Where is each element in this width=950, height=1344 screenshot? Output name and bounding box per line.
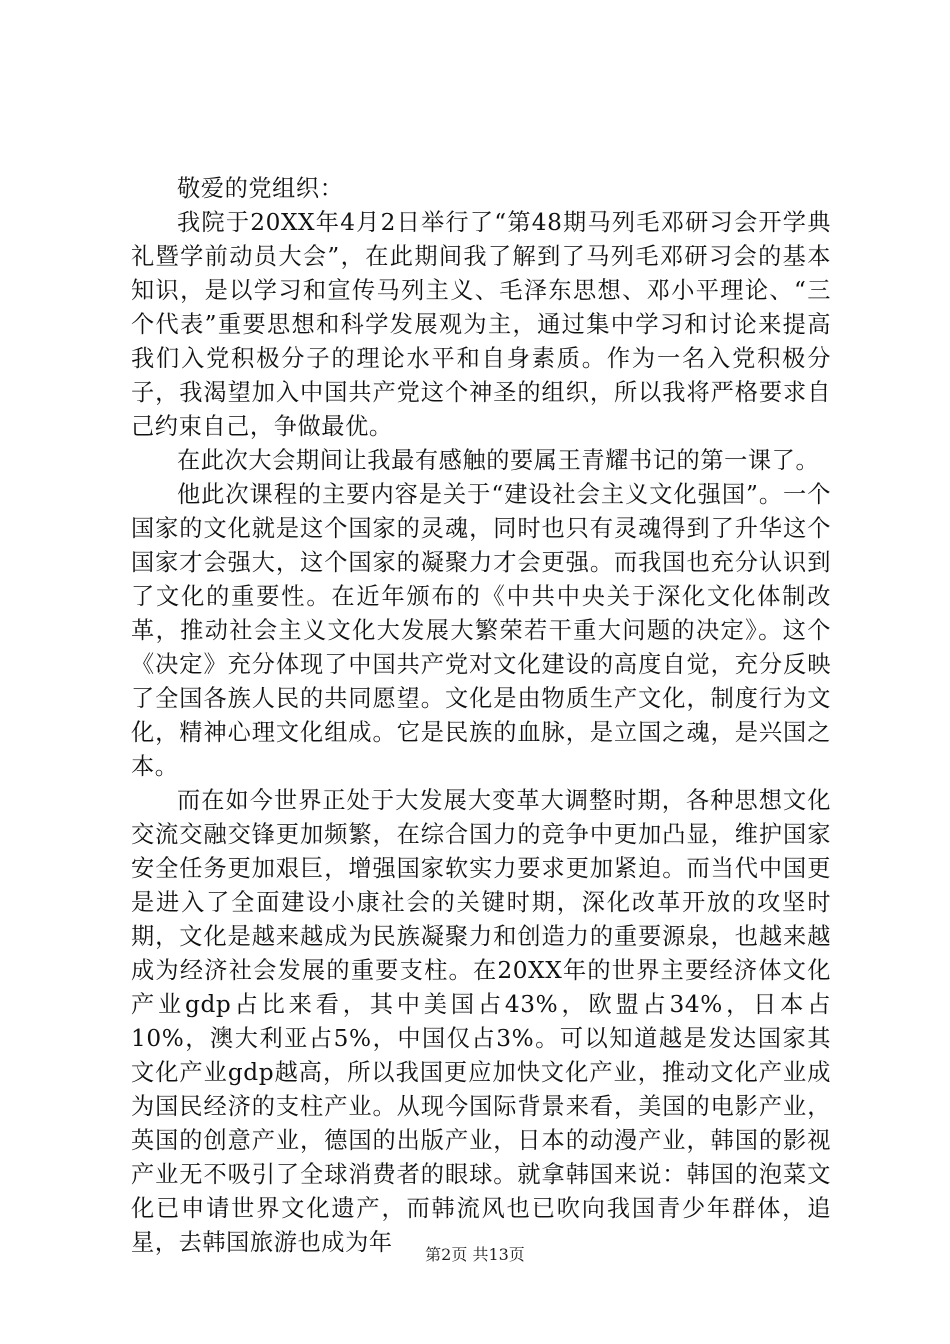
paragraph-2: 在此次大会期间让我最有感触的要属王青耀书记的第一课了。 [177, 447, 820, 474]
paragraph-3: 他此次课程的主要内容是关于“建设社会主义文化强国”。一个国家的文化就是这个国家的灵魂，同时也只有灵魂得到了升华这个国家才会强大，这个国家的凝聚力才会更强。而我国也充分认识到了文化的重要性。在近年颁布的《中共中央关于深化文化体制改革，推动社会主义文化大发展大繁荣若干重大问题的决定》。这个《决定》充分体现了中国共产党对文化建设的高度自觉，充分反映了全国各族人民的共同愿望。文化是由物质生产文化，制度行为文化，精神心理文化组成。它是民族的血脉，是立国之魂，是兴国之本。 [131, 481, 831, 780]
letter-body [131, 172, 831, 1260]
salutation: 敬爱的党组织： [177, 175, 344, 202]
page-number-footer: 第2页 共13页 [425, 1245, 525, 1264]
paragraph-1: 我院于20XX年4月2日举行了“第48期马列毛邓研习会开学典礼暨学前动员大会”，在此期间我了解到了马列毛邓研习会的基本知识，是以学习和宣传马列主义、毛泽东思想、邓小平理论、“三个代表”重要思想和科学发展观为主，通过集中学习和讨论来提高我们入党积极分子的理论水平和自身素质。作为一名入党积极分子，我渴望加入中国共产党这个神圣的组织，所以我将严格要求自己约束自己，争做最优。 [131, 209, 831, 440]
paragraph-4: 而在如今世界正处于大发展大变革大调整时期，各种思想文化交流交融交锋更加频繁，在综合国力的竞争中更加凸显，维护国家安全任务更加艰巨，增强国家软实力要求更加紧迫。而当代中国更是进入了全面建设小康社会的关键时期，深化改革开放的攻坚时期，文化是越来越成为民族凝聚力和创造力的重要源泉，也越来越成为经济社会发展的重要支柱。在20XX年的世界主要经济体文化产业gdp占比来看，其中美国占43%，欧盟占34%，日本占10%，澳大利亚占5%，中国仅占3%。可以知道越是发达国家其文化产业gdp越高，所以我国更应加快文化产业，推动文化产业成为国民经济的支柱产业。从现今国际背景来看，美国的电影产业，英国的创意产业，德国的出版产业，日本的动漫产业，韩国的影视产业无不吸引了全球消费者的眼球。就拿韩国来说：韩国的泡菜文化已申请世界文化遗产，而韩流风也已吹向我国青少年群体，追星，去韩国旅游也成为年 [131, 787, 831, 1256]
